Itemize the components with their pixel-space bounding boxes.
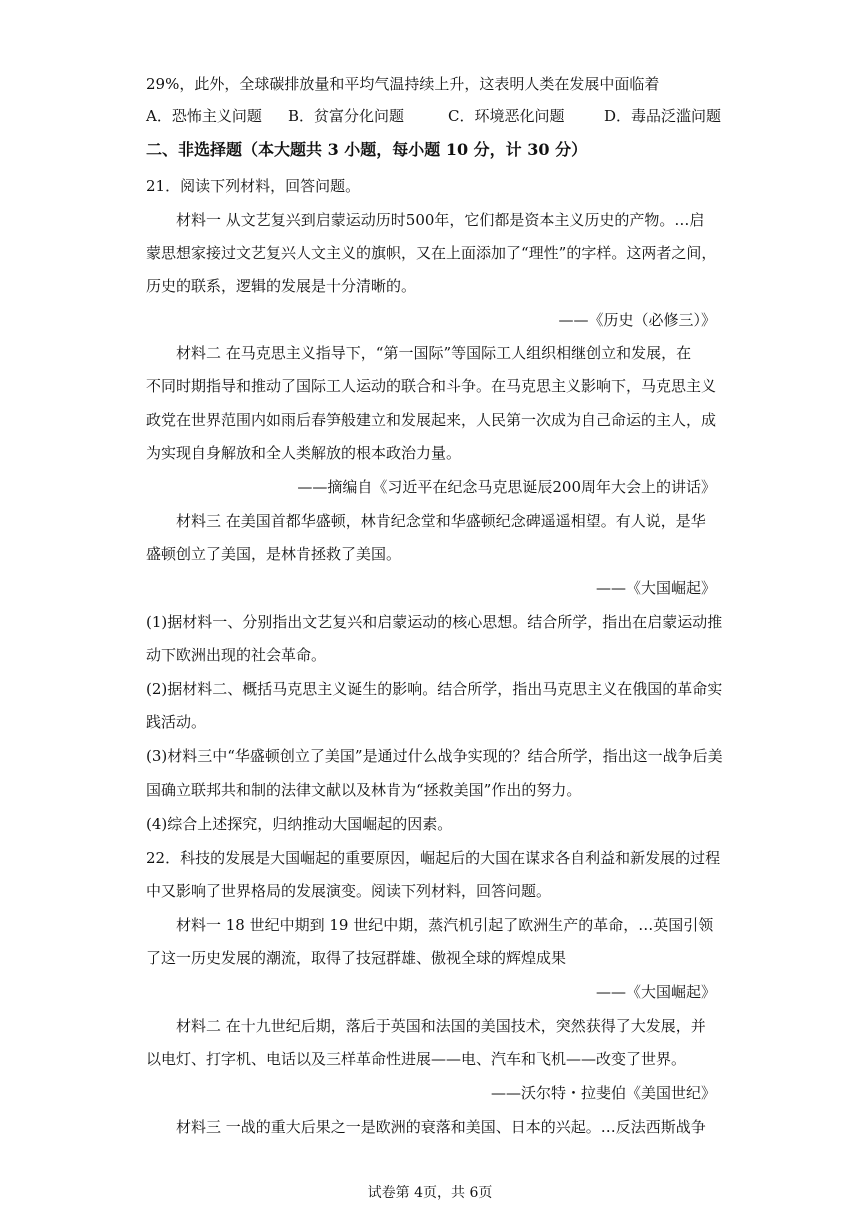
material-1-text: 材料一 18 世纪中期到 19 世纪中期，蒸汽机引起了欧洲生产的革命，…英国引领 xyxy=(176,916,714,934)
sub-question-4: (4)综合上述探究，归纳推动大国崛起的因素。 xyxy=(146,815,453,833)
material-2-text: 政党在世界范围内如雨后春笋般建立和发展起来，人民第一次成为自己命运的主人，成 xyxy=(146,411,717,429)
option-b: B．贫富分化问题 xyxy=(288,107,405,125)
material-1-source: ——《历史（必修三）》 xyxy=(558,311,716,329)
option-d: D．毒品泛滥问题 xyxy=(604,107,722,125)
material-2-text: 为实现自身解放和全人类解放的根本政治力量。 xyxy=(146,444,462,462)
material-3-text: 材料三 一战的重大后果之一是欧洲的衰落和美国、日本的兴起。…反法西斯战争 xyxy=(176,1118,706,1136)
material-3-source: ——《大国崛起》 xyxy=(595,579,716,597)
material-2-text: 不同时期指导和推动了国际工人运动的联合和斗争。在马克思主义影响下，马克思主义 xyxy=(146,377,717,395)
option-a: A．恐怖主义问题 xyxy=(146,107,262,125)
question-20-stem-end: 29%，此外，全球碳排放量和平均气温持续上升，这表明人类在发展中面临着 xyxy=(146,75,660,93)
material-1-source: ——《大国崛起》 xyxy=(595,983,716,1001)
sub-question-2: 践活动。 xyxy=(146,713,207,731)
question-22-stem: 22．科技的发展是大国崛起的重要原因，崛起后的大国在谋求各自利益和新发展的过程 xyxy=(146,849,721,867)
sub-question-2: (2)据材料二、概括马克思主义诞生的影响。结合所学，指出马克思主义在俄国的革命实 xyxy=(146,680,723,698)
question-20-options xyxy=(146,106,726,126)
question-22-stem: 中又影响了世界格局的发展演变。阅读下列材料，回答问题。 xyxy=(146,882,552,900)
material-3-text: 盛顿创立了美国，是林肯拯救了美国。 xyxy=(146,545,402,563)
material-3-text: 材料三 在美国首都华盛顿，林肯纪念堂和华盛顿纪念碑遥遥相望。有人说，是华 xyxy=(176,512,706,530)
page-footer: 试卷第 4页，共 6页 xyxy=(367,1185,493,1201)
material-2-text: 材料二 在马克思主义指导下，“第一国际”等国际工人组织相继创立和发展，在 xyxy=(176,344,692,362)
sub-question-3: (3)材料三中“华盛顿创立了美国”是通过什么战争实现的？结合所学，指出这一战争后美 xyxy=(146,747,723,765)
material-1-text: 材料一 从文艺复兴到启蒙运动历时500年，它们都是资本主义历史的产物。…启 xyxy=(176,211,705,229)
material-1-text: 历史的联系，逻辑的发展是十分清晰的。 xyxy=(146,277,417,295)
material-1-text: 蒙思想家接过文艺复兴人文主义的旗帜，又在上面添加了“理性”的字样。这两者之间， xyxy=(146,244,717,262)
material-2-text: 材料二 在十九世纪后期，落后于英国和法国的美国技术，突然获得了大发展，并 xyxy=(176,1017,706,1035)
sub-question-1: (1)据材料一、分别指出文艺复兴和启蒙运动的核心思想。结合所学，指出在启蒙运动推 xyxy=(146,613,723,631)
material-2-source: ——摘编自《习近平在纪念马克思诞辰200周年大会上的讲话》 xyxy=(297,478,716,496)
option-c: C．环境恶化问题 xyxy=(448,107,565,125)
section-heading-non-choice: 二、非选择题（本大题共 3 小题，每小题 10 分，计 30 分） xyxy=(146,140,588,159)
sub-question-3: 国确立联邦共和制的法律文献以及林肯为“拯救美国”作出的努力。 xyxy=(146,781,582,799)
material-2-text: 以电灯、打字机、电话以及三样革命性进展——电、汽车和飞机——改变了世界。 xyxy=(146,1050,687,1068)
material-2-source: ——沃尔特・拉斐伯《美国世纪》 xyxy=(490,1084,716,1102)
material-1-text: 了这一历史发展的潮流，取得了技冠群雄、傲视全球的辉煌成果 xyxy=(146,949,567,967)
question-21-stem: 21．阅读下列材料，回答问题。 xyxy=(146,177,361,195)
sub-question-1: 动下欧洲出现的社会革命。 xyxy=(146,646,327,664)
